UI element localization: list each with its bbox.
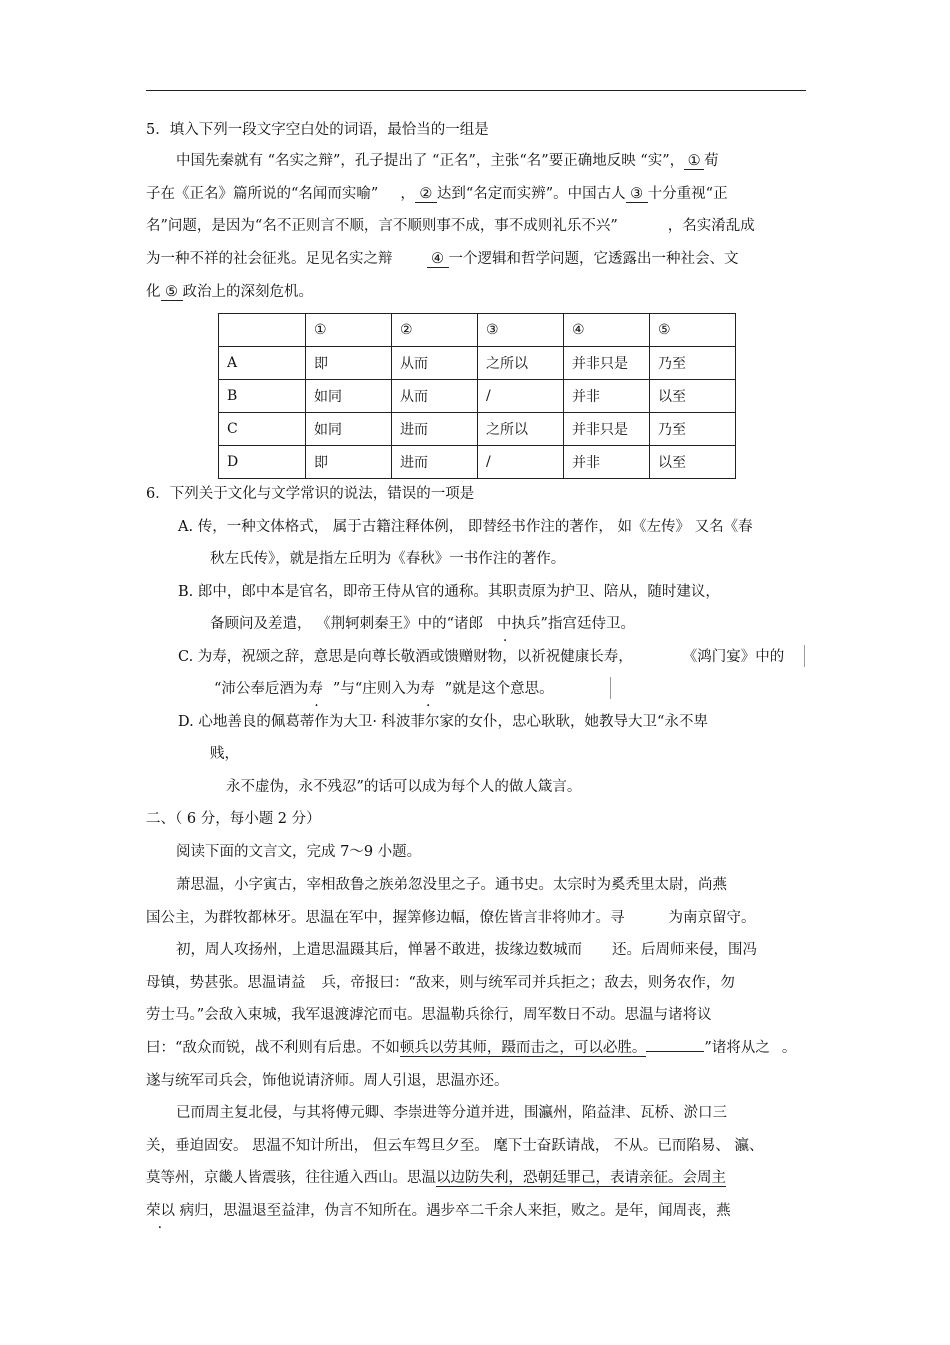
table-cell: 并非只是 <box>564 347 650 380</box>
passage-line: 曰：“敌众而锐，战不利则有后患。不如顿兵以劳其师，蹑而击之，可以必胜。 ”诸将从之 。 <box>146 1040 797 1056</box>
q5-paragraph-line-4: 为一种不祥的社会征兆。足见名实之辩 ④ 一个逻辑和哲学问题，它透露出一种社会、文 <box>146 251 739 267</box>
table-cell: A <box>219 347 306 380</box>
q5-paragraph-line-5: 化 ⑤ 政治上的深刻危机。 <box>146 284 313 300</box>
passage-line: 国公主，为群牧都林牙。思温在军中，握筭修边幅，僚佐皆言非将帅才。寻 为南京留守。 <box>146 910 756 926</box>
q6-option-c-line-2: “沛公奉卮酒为寿 ”与“庄则入为寿 ”就是这个意思。 <box>214 681 554 697</box>
table-row-a[interactable] <box>219 347 736 380</box>
passage-line: 关，垂迫固安。 思温不知计所出， 但云车驾旦夕至。 麾下士奋跃请战， 不从。已而陷易、 瀛、 <box>146 1138 764 1154</box>
passage-line: 母镇，势甚张。思温请益 兵，帝报曰：“敌来，则与统军司并兵拒之；敌去，则务农作，勿 <box>146 975 735 991</box>
q6-option-b-line-1[interactable]: B. 郎中，郎中本是官名，即帝王侍从官的通称。其职责原为护卫、陪从，随时建议， <box>178 584 720 600</box>
q5-paragraph-line-3: 名”问题，是因为“名不正则言不顺，言不顺则事不成，事不成则礼乐不兴” ，名实淆乱成 <box>146 218 755 234</box>
q6-option-c-line-1[interactable]: C. 为寿，祝颂之辞，意思是向尊长敬酒或馈赠财物，以祈祝健康长寿， 《鸿门宴》中的 <box>178 649 785 665</box>
table-row-d[interactable] <box>219 446 736 479</box>
table-cell: ② <box>392 314 478 347</box>
margin-bar <box>804 645 805 667</box>
table-cell: 进而 <box>392 413 478 446</box>
table-cell: / <box>478 380 564 413</box>
table-cell: C <box>219 413 306 446</box>
blank-4[interactable]: ④ <box>427 251 449 268</box>
table-cell: 乃至 <box>650 413 736 446</box>
table-row-b[interactable] <box>219 380 736 413</box>
table-cell: B <box>219 380 306 413</box>
table-cell: 之所以 <box>478 413 564 446</box>
q5-paragraph-line-2: 子在《正名》篇所说的“名闻而实喻” ， ② 达到“名定而实辨”。中国古人 ③ 十分重视“正 <box>146 186 728 202</box>
table-cell: 进而 <box>392 446 478 479</box>
table-cell: 如同 <box>306 413 392 446</box>
table-cell: 以至 <box>650 380 736 413</box>
q6-option-b-line-2: 备顾问及差遣， 《荆轲刺秦王》中的“诸郎 中执兵”指宫廷侍卫。 <box>210 616 635 632</box>
q5-stem: 5．填入下列一段文字空白处的词语，最恰当的一组是 <box>146 122 489 138</box>
underlined-sentence[interactable]: 以边防失利，恐朝廷罪己，表请亲征。会周主 <box>436 1170 726 1186</box>
passage-line: 萧思温，小字寅古，宰相敌鲁之族弟忽没里之子。通书史。太宗时为奚秃里太尉，尚燕 <box>176 877 727 893</box>
blank-3[interactable]: ③ <box>626 186 648 203</box>
q6-option-d-line-1[interactable]: D. 心地善良的佩葛蒂作为大卫· 科波菲尔家的女仆，忠心耿耿，她教导大卫“永不卑 <box>178 714 708 730</box>
table-cell: 即 <box>306 347 392 380</box>
q5-options-table <box>218 313 736 479</box>
passage-line: 莫等州，京畿人皆震骇，往往遁入西山。思温以边防失利，恐朝廷罪己，表请亲征。会周主 <box>146 1170 726 1186</box>
table-cell: 如同 <box>306 380 392 413</box>
table-cell: 乃至 <box>650 347 736 380</box>
passage-line: 初，周人攻扬州，上遣思温蹑其后，惮暑不敢进，拔缘边数城而 还。后周师来侵，围冯 <box>176 942 757 958</box>
underlined-sentence[interactable]: 顿兵以劳其师，蹑而击之，可以必胜。 <box>399 1040 647 1056</box>
header-rule <box>146 90 806 91</box>
table-cell: ④ <box>564 314 650 347</box>
table-cell: 从而 <box>392 347 478 380</box>
table-cell: 从而 <box>392 380 478 413</box>
blank-2[interactable]: ② <box>415 186 437 203</box>
table-cell: 以至 <box>650 446 736 479</box>
q6-option-a-line-1[interactable]: A. 传，一种文体格式， 属于古籍注释体例， 即替经书作注的著作， 如《左传》 又名《春 <box>178 519 753 535</box>
blank-5[interactable]: ⑤ <box>161 284 183 301</box>
table-cell: 并非 <box>564 380 650 413</box>
passage-line: 遂与统军司兵会，饰他说请济师。周人引退，思温亦还。 <box>146 1073 509 1089</box>
table-cell: D <box>219 446 306 479</box>
section-2-intro: 阅读下面的文言文，完成 7～9 小题。 <box>176 844 422 860</box>
q6-option-d-line-3: 永不虚伪，永不残忍”的话可以成为每个人的做人箴言。 <box>226 779 582 795</box>
passage-line: 荣以 病归，思温退至益津，伪言不知所在。遇步卒二千余人来拒，败之。是年，闻周丧，燕 <box>146 1203 731 1219</box>
table-cell: 并非只是 <box>564 413 650 446</box>
table-cell: / <box>478 446 564 479</box>
q6-option-a-line-2: 秋左氏传》，就是指左丘明为《春秋》一书作注的著作。 <box>210 551 566 567</box>
passage-line: 劳士马。”会敌入束城，我军退渡滹沱而屯。思温勒兵徐行，周军数日不动。思温与诸将议 <box>146 1007 712 1023</box>
table-cell: ⑤ <box>650 314 736 347</box>
section-2-title: 二、（ 6 分，每小题 2 分） <box>146 811 321 827</box>
table-cell: 并非 <box>564 446 650 479</box>
table-cell <box>219 314 306 347</box>
passage-line: 已而周主复北侵，与其将傅元卿、李崇进等分道并进，围瀛州，陷益津、瓦桥、淤口三 <box>176 1105 727 1121</box>
table-row-c[interactable] <box>219 413 736 446</box>
table-header-row <box>219 314 736 347</box>
table-cell: 即 <box>306 446 392 479</box>
blank-1[interactable]: ① <box>684 153 704 170</box>
q6-option-d-line-2: 贱， <box>210 746 239 762</box>
margin-bar <box>610 677 611 699</box>
table-cell: 之所以 <box>478 347 564 380</box>
table-cell: ③ <box>478 314 564 347</box>
q6-stem: 6．下列关于文化与文学常识的说法，错误的一项是 <box>146 486 475 502</box>
table-cell: ① <box>306 314 392 347</box>
q5-paragraph-line-1: 中国先秦就有 “名实之辩”，孔子提出了 “正名”，主张“名”要正确地反映 “实”， ① 荀 <box>176 153 719 169</box>
